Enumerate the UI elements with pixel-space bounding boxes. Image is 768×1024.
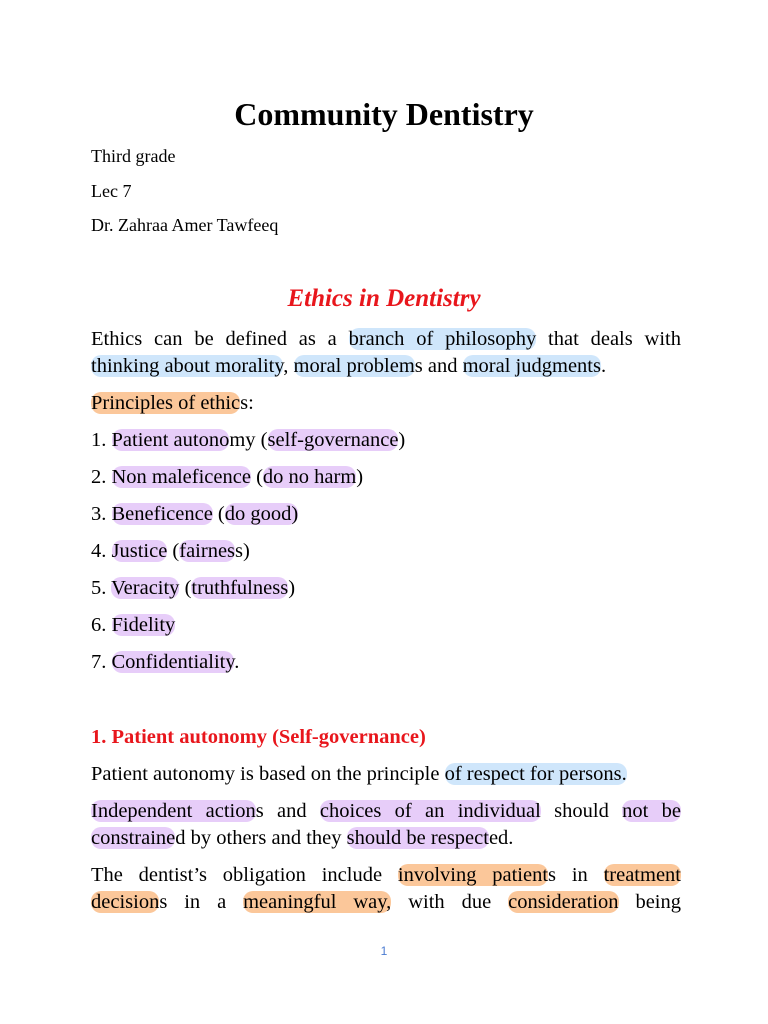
list-number: 7. (91, 651, 112, 673)
author-line: Dr. Zahraa Amer Tawfeeq (91, 215, 279, 235)
text-run: should (540, 800, 623, 822)
list-number: 5. (91, 577, 112, 599)
section-title: Ethics in Dentistry (287, 285, 481, 312)
list-number: 6. (91, 614, 112, 636)
text-run: ( (250, 466, 263, 488)
highlight-text: do no harm (262, 466, 357, 488)
highlight-text: fairnes (179, 540, 236, 562)
highlight-text: Justice (111, 540, 168, 562)
text-run: . (234, 651, 240, 673)
list-item (91, 538, 250, 564)
highlight-text: treatment (603, 864, 681, 886)
text-run: ( (179, 577, 192, 599)
text-run: The dentist’s obligation include (91, 864, 398, 886)
text-run: that deals with (536, 328, 681, 350)
highlight-text: should be respect (346, 827, 489, 849)
list-number: 3. (91, 503, 112, 525)
list-number: 2. (91, 466, 112, 488)
text-run: s and (414, 355, 463, 377)
text-run: ( (212, 503, 225, 525)
text-run: ( (167, 540, 180, 562)
highlight-text: Non maleficence (111, 466, 251, 488)
text-run: , (283, 355, 294, 377)
document-title: Community Dentistry (234, 96, 534, 132)
list-item (91, 427, 405, 453)
page-number: 1 (380, 944, 388, 958)
highlight-text: branch of philosophy (348, 328, 537, 350)
highlight-text: do good) (224, 503, 299, 525)
highlight-text: meaningful way, (243, 891, 392, 913)
highlight-text: Independent action (91, 800, 256, 822)
highlight-text: Patient autono (111, 429, 230, 451)
text-run: ) (356, 466, 364, 488)
autonomy-heading: 1. Patient autonomy (Self-governance) (91, 726, 426, 748)
highlight-text: moral judgments (462, 355, 601, 377)
text-run: d by others and they (175, 827, 347, 849)
highlight-text: choices of an individual (319, 800, 541, 822)
text-run: s) (235, 540, 250, 562)
highlight-text: of respect for persons. (444, 763, 627, 785)
text-run: s and (255, 800, 320, 822)
text-run: with due (391, 891, 509, 913)
text-run: ) (288, 577, 296, 599)
highlight-text: self-governance (267, 429, 399, 451)
highlight-text: thinking about morality (91, 355, 284, 377)
highlight-text: involving patient (397, 864, 549, 886)
text-run: s: (240, 392, 254, 414)
highlight-text: decision (91, 891, 160, 913)
text-run: ) (398, 429, 406, 451)
list-item (91, 575, 295, 601)
autonomy-line-1 (91, 761, 627, 787)
definition-line-2 (91, 353, 606, 379)
highlight-text: constraine (91, 827, 176, 849)
highlight-text: Veracity (111, 577, 180, 599)
text-run: s in a (159, 891, 244, 913)
list-number: 1. (91, 429, 112, 451)
highlight-text: moral problem (293, 355, 415, 377)
lecture-line: Lec 7 (91, 181, 132, 201)
highlight-text: Confidentiality (111, 651, 235, 673)
highlight-text: Fidelity (111, 614, 176, 636)
highlight-text: consideration (508, 891, 619, 913)
text-run: my ( (229, 429, 268, 451)
list-item (91, 501, 298, 527)
autonomy-line-3 (91, 825, 513, 851)
highlight-text: truthfulness (191, 577, 289, 599)
autonomy-line-4 (91, 862, 681, 888)
autonomy-line-2 (91, 798, 681, 824)
highlight-text: Principles of ethic (91, 392, 241, 414)
list-item (91, 464, 363, 490)
definition-line-1 (91, 326, 681, 352)
text-run: Ethics can be defined as a (91, 328, 349, 350)
list-item (91, 612, 175, 638)
list-number: 4. (91, 540, 112, 562)
grade-line: Third grade (91, 146, 176, 166)
autonomy-line-5 (91, 889, 681, 915)
text-run: Patient autonomy is based on the principle (91, 763, 445, 785)
principles-intro (91, 390, 254, 416)
text-run: . (600, 355, 607, 377)
list-item (91, 649, 239, 675)
text-run: ed. (488, 827, 514, 849)
text-run: being (618, 891, 682, 913)
text-run: s in (548, 864, 604, 886)
highlight-text: Beneficence (111, 503, 213, 525)
highlight-text: not be (622, 800, 681, 822)
